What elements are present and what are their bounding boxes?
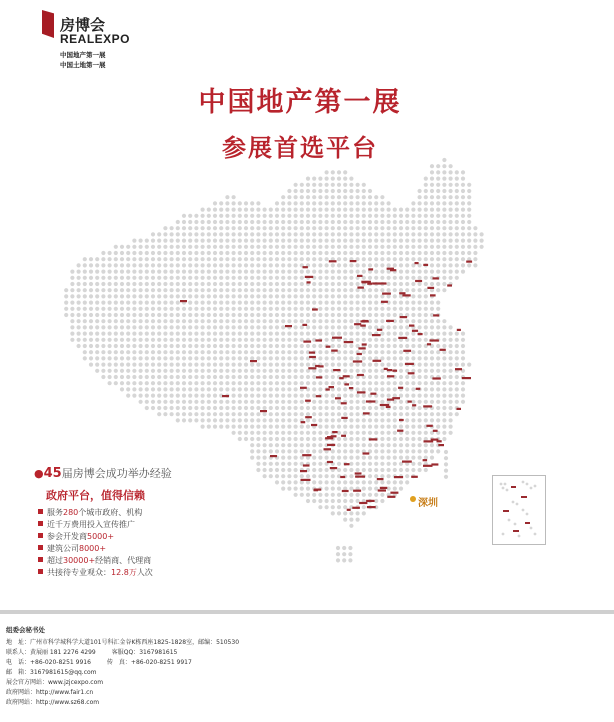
email-link[interactable]: 3167981615@qq.com xyxy=(30,669,97,676)
footer-address: 地 址：广州市科学城科学大道101号科汇金谷K栋西座1825-1828室，邮编：510530 xyxy=(6,639,240,646)
stats-item: 超过30000+经销商、代理商 xyxy=(38,555,264,567)
square-bullet-icon xyxy=(38,557,43,562)
square-bullet-icon xyxy=(38,569,43,574)
stats-item: 近千万费用投入宣传推广 xyxy=(38,519,264,531)
logo-mark-icon xyxy=(42,10,54,38)
stats-item: 共接待专业观众：12.8万人次 xyxy=(38,567,264,579)
footer-title: 组委会秘书处 xyxy=(6,626,45,634)
headline-secondary: 参展首选平台 xyxy=(222,134,378,162)
footer-site-3: 政府网站：http://www.sz68.com xyxy=(6,699,100,706)
stats-item: 服务280个城市政府、机构 xyxy=(38,507,264,519)
logo-name-en: REALEXPO xyxy=(60,32,131,46)
stats-count-suffix: 届房博会成功举办经验 xyxy=(61,467,172,480)
footer-site-2: 政府网站：http://www.fair1.cn xyxy=(6,689,94,696)
footer-email: 邮 箱：3167981615@qq.com xyxy=(6,669,97,676)
footer-contact: 联系人：黄展丽 181 2276 4299 客服QQ：3167981615 xyxy=(6,649,178,656)
realexpo-logo xyxy=(38,8,148,72)
shenzhen-marker-icon xyxy=(410,496,416,502)
stats-item: 参会开发商5000+ xyxy=(38,531,264,543)
stats-list xyxy=(34,507,264,579)
shenzhen-label: 深圳 xyxy=(418,498,438,509)
stats-panel xyxy=(34,465,264,579)
footer-site-1: 展会官方网站：www.jzjcexpo.com xyxy=(6,679,104,686)
footer-phone: 电 话：+86-020-8251 9916 传 真：+86-020-8251 9917 xyxy=(6,659,192,666)
contact-footer xyxy=(6,625,606,708)
bullet-icon: ● xyxy=(34,467,44,480)
headline-primary: 中国地产第一展 xyxy=(198,87,402,118)
square-bullet-icon xyxy=(38,509,43,514)
stats-count: 45 xyxy=(43,466,62,481)
footer-divider xyxy=(0,610,614,614)
inset-islands-icon xyxy=(493,476,545,544)
site-link-3[interactable]: http://www.sz68.com xyxy=(36,699,100,706)
stats-heading xyxy=(34,465,264,481)
square-bullet-icon xyxy=(38,533,43,538)
stats-item: 建筑公司8000+ xyxy=(38,543,264,555)
square-bullet-icon xyxy=(38,545,43,550)
site-link-2[interactable]: http://www.fair1.cn xyxy=(36,689,94,696)
stats-subtitle: 政府平台，值得信赖 xyxy=(46,489,145,502)
south-china-sea-inset xyxy=(492,475,546,545)
logo-tagline-1: 中国地产第一展 xyxy=(60,51,106,59)
site-link-1[interactable]: www.jzjcexpo.com xyxy=(48,679,104,686)
square-bullet-icon xyxy=(38,521,43,526)
logo-name-cn: 房博会 xyxy=(60,16,106,34)
logo-tagline-2: 中国土地第一展 xyxy=(60,61,106,69)
